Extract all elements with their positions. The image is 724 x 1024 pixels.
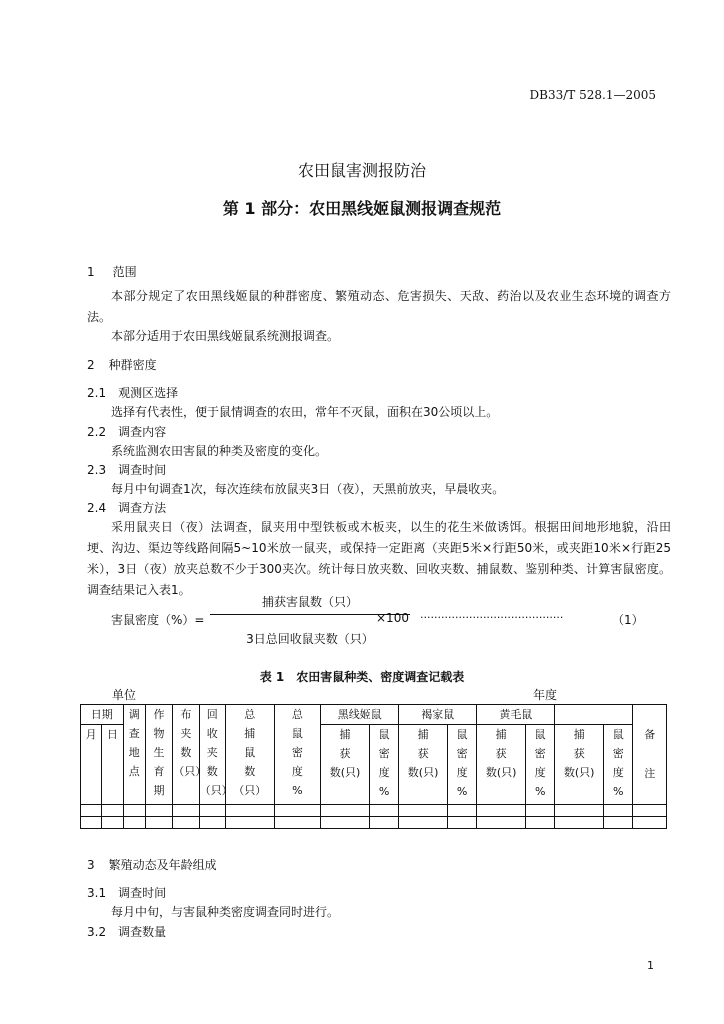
section-title: 种群密度 xyxy=(108,358,157,372)
table-caption: 表 1 农田害鼠种类、密度调查记载表 xyxy=(259,670,465,684)
paragraph: 本部分规定了农田黑线姬鼠的种群密度、繁殖动态、危害损失、天敌、药治以及农业生态环境的调查方法。 xyxy=(87,289,671,324)
section-1-heading xyxy=(87,263,137,280)
header-species-4 xyxy=(555,705,633,725)
table-1 xyxy=(80,704,667,829)
equation-number: （1） xyxy=(612,613,644,627)
paragraph: 每月中旬，与害鼠种类密度调查同时进行。 xyxy=(111,905,340,919)
subsection-title: 调查方法 xyxy=(118,501,167,515)
subsection-number: 2.3 xyxy=(87,463,107,477)
paragraph: 每月中旬调查1次，每次连续布放鼠夹3日（夜），天黑前放夹，早晨收夹。 xyxy=(111,482,505,496)
header-density: 鼠 密 度 % xyxy=(604,725,633,805)
subsection-heading xyxy=(87,499,166,516)
header-survey-site: 调 查 地 点 xyxy=(123,705,145,805)
subsection-heading xyxy=(87,923,166,940)
paragraph: 本部分适用于农田黑线姬鼠系统测报调查。 xyxy=(111,329,340,343)
header-species-1: 黑线姬鼠 xyxy=(321,705,399,725)
header-crop-stage: 作 物 生 育 期 xyxy=(145,705,172,805)
header-species-2: 褐家鼠 xyxy=(399,705,477,725)
section-2-heading xyxy=(87,356,157,373)
subsection-heading xyxy=(87,884,166,901)
section-title: 范围 xyxy=(112,265,137,279)
table-unit-label: 单位 xyxy=(112,688,137,702)
section-number: 3 xyxy=(87,858,95,872)
formula-dots: ········································· xyxy=(420,611,564,624)
subsection-heading xyxy=(87,384,178,401)
section-number: 1 xyxy=(87,265,95,279)
header-date: 日期 xyxy=(81,705,124,725)
subsection-number: 2.2 xyxy=(87,425,107,439)
subsection-number: 2.1 xyxy=(87,386,107,400)
header-caught-count: 捕 获 数(只) xyxy=(399,725,448,805)
table-row xyxy=(81,817,667,829)
subsection-number: 2.4 xyxy=(87,501,107,515)
subsection-number: 3.2 xyxy=(87,925,107,939)
subsection-title: 调查时间 xyxy=(118,463,167,477)
header-remark: 备 注 xyxy=(633,705,667,805)
section-number: 2 xyxy=(87,358,95,372)
paragraph: 系统监测农田害鼠的种类及密度的变化。 xyxy=(111,444,328,458)
table-year-label: 年度 xyxy=(533,688,558,702)
subsection-title: 调查内容 xyxy=(118,425,167,439)
formula-numerator: 捕获害鼠数（只） xyxy=(261,595,358,609)
subsection-heading xyxy=(87,423,166,440)
header-traps-recovered: 回 收 夹 数 （只） xyxy=(199,705,225,805)
formula-label: 害鼠密度（%）= xyxy=(111,613,205,627)
subsection-number: 3.1 xyxy=(87,886,107,900)
header-density: 鼠 密 度 % xyxy=(525,725,554,805)
document-code: DB33/T 528.1—2005 xyxy=(529,88,656,102)
page-number: 1 xyxy=(647,959,654,972)
header-total-density: 总 鼠 密 度 % xyxy=(274,705,321,805)
header-total-caught: 总 捕 鼠 数 （只） xyxy=(225,705,274,805)
header-caught-count: 捕 获 数(只) xyxy=(477,725,526,805)
header-traps-set: 布 夹 数 （只） xyxy=(173,705,199,805)
subsection-title: 调查数量 xyxy=(118,925,167,939)
header-month: 月 xyxy=(81,725,102,805)
formula-denominator: 3日总回收鼠夹数（只） xyxy=(246,632,374,646)
document-subtitle: 第 1 部分：农田黑线姬鼠测报调查规范 xyxy=(222,199,502,218)
section-3-heading xyxy=(87,856,217,873)
table-row xyxy=(81,805,667,817)
paragraph: 采用鼠夹日（夜）法调查，鼠夹用中型铁板或木板夹，以生的花生米做诱饵。根据田间地形地貌，沿田埂、沟边、渠边等线路间隔5~10米放一鼠夹，或保持一定距离（夹距5米×行距50米，或夹距10米×行距25米），3日（夜）放夹总数不少于300夹次。统计每日放夹数、回收夹数、捕鼠数、鉴别种类、计算害鼠密度。调查结果记入表1。 xyxy=(87,520,671,597)
header-caught-count: 捕 获 数(只) xyxy=(321,725,370,805)
formula-multiplier: ×100 xyxy=(376,611,409,625)
header-day: 日 xyxy=(102,725,123,805)
header-caught-count: 捕 获 数(只) xyxy=(555,725,604,805)
paragraph: 选择有代表性，便于鼠情调查的农田，常年不灭鼠，面积在30公顷以上。 xyxy=(111,405,499,419)
header-density: 鼠 密 度 % xyxy=(447,725,476,805)
subsection-heading xyxy=(87,461,166,478)
document-title: 农田鼠害测报防治 xyxy=(297,161,426,180)
subsection-title: 调查时间 xyxy=(118,886,167,900)
section-title: 繁殖动态及年龄组成 xyxy=(108,858,217,872)
subsection-title: 观测区选择 xyxy=(118,386,179,400)
header-density: 鼠 密 度 % xyxy=(369,725,398,805)
header-species-3: 黄毛鼠 xyxy=(477,705,555,725)
